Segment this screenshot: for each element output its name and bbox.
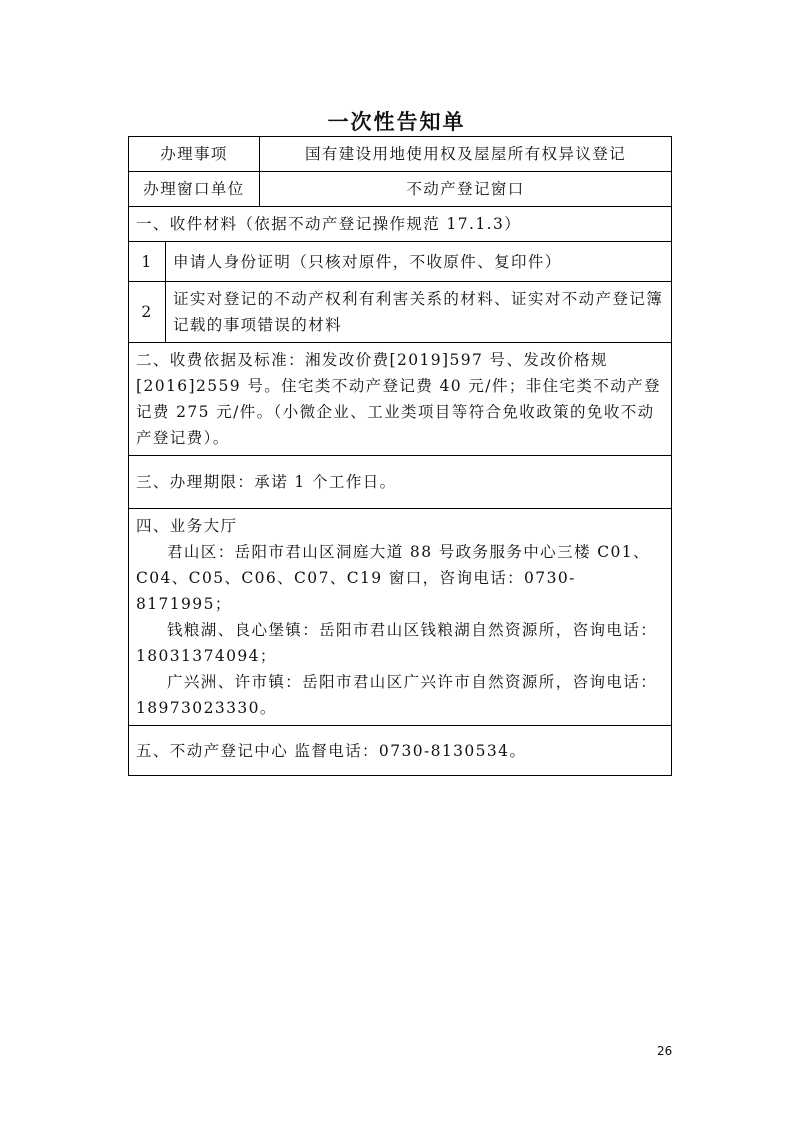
hall-row	[129, 509, 672, 726]
supervision-text: 五、不动产登记中心 监督电话：0730-8130534。	[129, 726, 672, 776]
material-number: 2	[129, 282, 166, 343]
item-value: 国有建设用地使用权及屋屋所有权异议登记	[260, 137, 672, 172]
hall-location: 广兴洲、许市镇：岳阳市君山区广兴许市自然资源所，咨询电话：18973023330。	[136, 673, 658, 717]
material-text: 证实对登记的不动产权利有利害关系的材料、证实对不动产登记簿记载的事项错误的材料	[166, 282, 672, 343]
page-title: 一次性告知单	[327, 110, 466, 134]
item-row	[129, 137, 672, 172]
period-text: 三、办理期限：承诺 1 个工作日。	[129, 456, 672, 509]
fees-row	[129, 343, 672, 456]
fees-text: 二、收费依据及标准：湘发改价费[2019]597 号、发改价格规[2016]2559 号。住宅类不动产登记费 40 元/件；非住宅类不动产登记费 275 元/件。（小微企业、工业类项目等符合免收政策的免收不动产登记费）。	[129, 343, 672, 456]
window-row	[129, 172, 672, 207]
materials-heading: 一、收件材料（依据不动产登记操作规范 17.1.3）	[129, 207, 672, 242]
material-row	[129, 242, 672, 282]
hall-cell	[129, 509, 672, 726]
supervision-row	[129, 726, 672, 776]
hall-location: 君山区：岳阳市君山区洞庭大道 88 号政务服务中心三楼 C01、C04、C05、C06、C07、C19 窗口，咨询电话：0730-8171995；	[136, 543, 650, 613]
material-number: 1	[129, 242, 166, 282]
page-number: 26	[657, 1044, 673, 1058]
window-label: 办理窗口单位	[129, 172, 260, 207]
materials-heading-row	[129, 207, 672, 242]
item-label: 办理事项	[129, 137, 260, 172]
window-value: 不动产登记窗口	[260, 172, 672, 207]
material-text: 申请人身份证明（只核对原件，不收原件、复印件）	[166, 242, 672, 282]
hall-location: 钱粮湖、良心堡镇：岳阳市君山区钱粮湖自然资源所，咨询电话：18031374094；	[136, 621, 658, 665]
hall-heading: 四、业务大厅	[136, 517, 238, 535]
notice-table	[128, 136, 672, 776]
material-row	[129, 282, 672, 343]
period-row	[129, 456, 672, 509]
